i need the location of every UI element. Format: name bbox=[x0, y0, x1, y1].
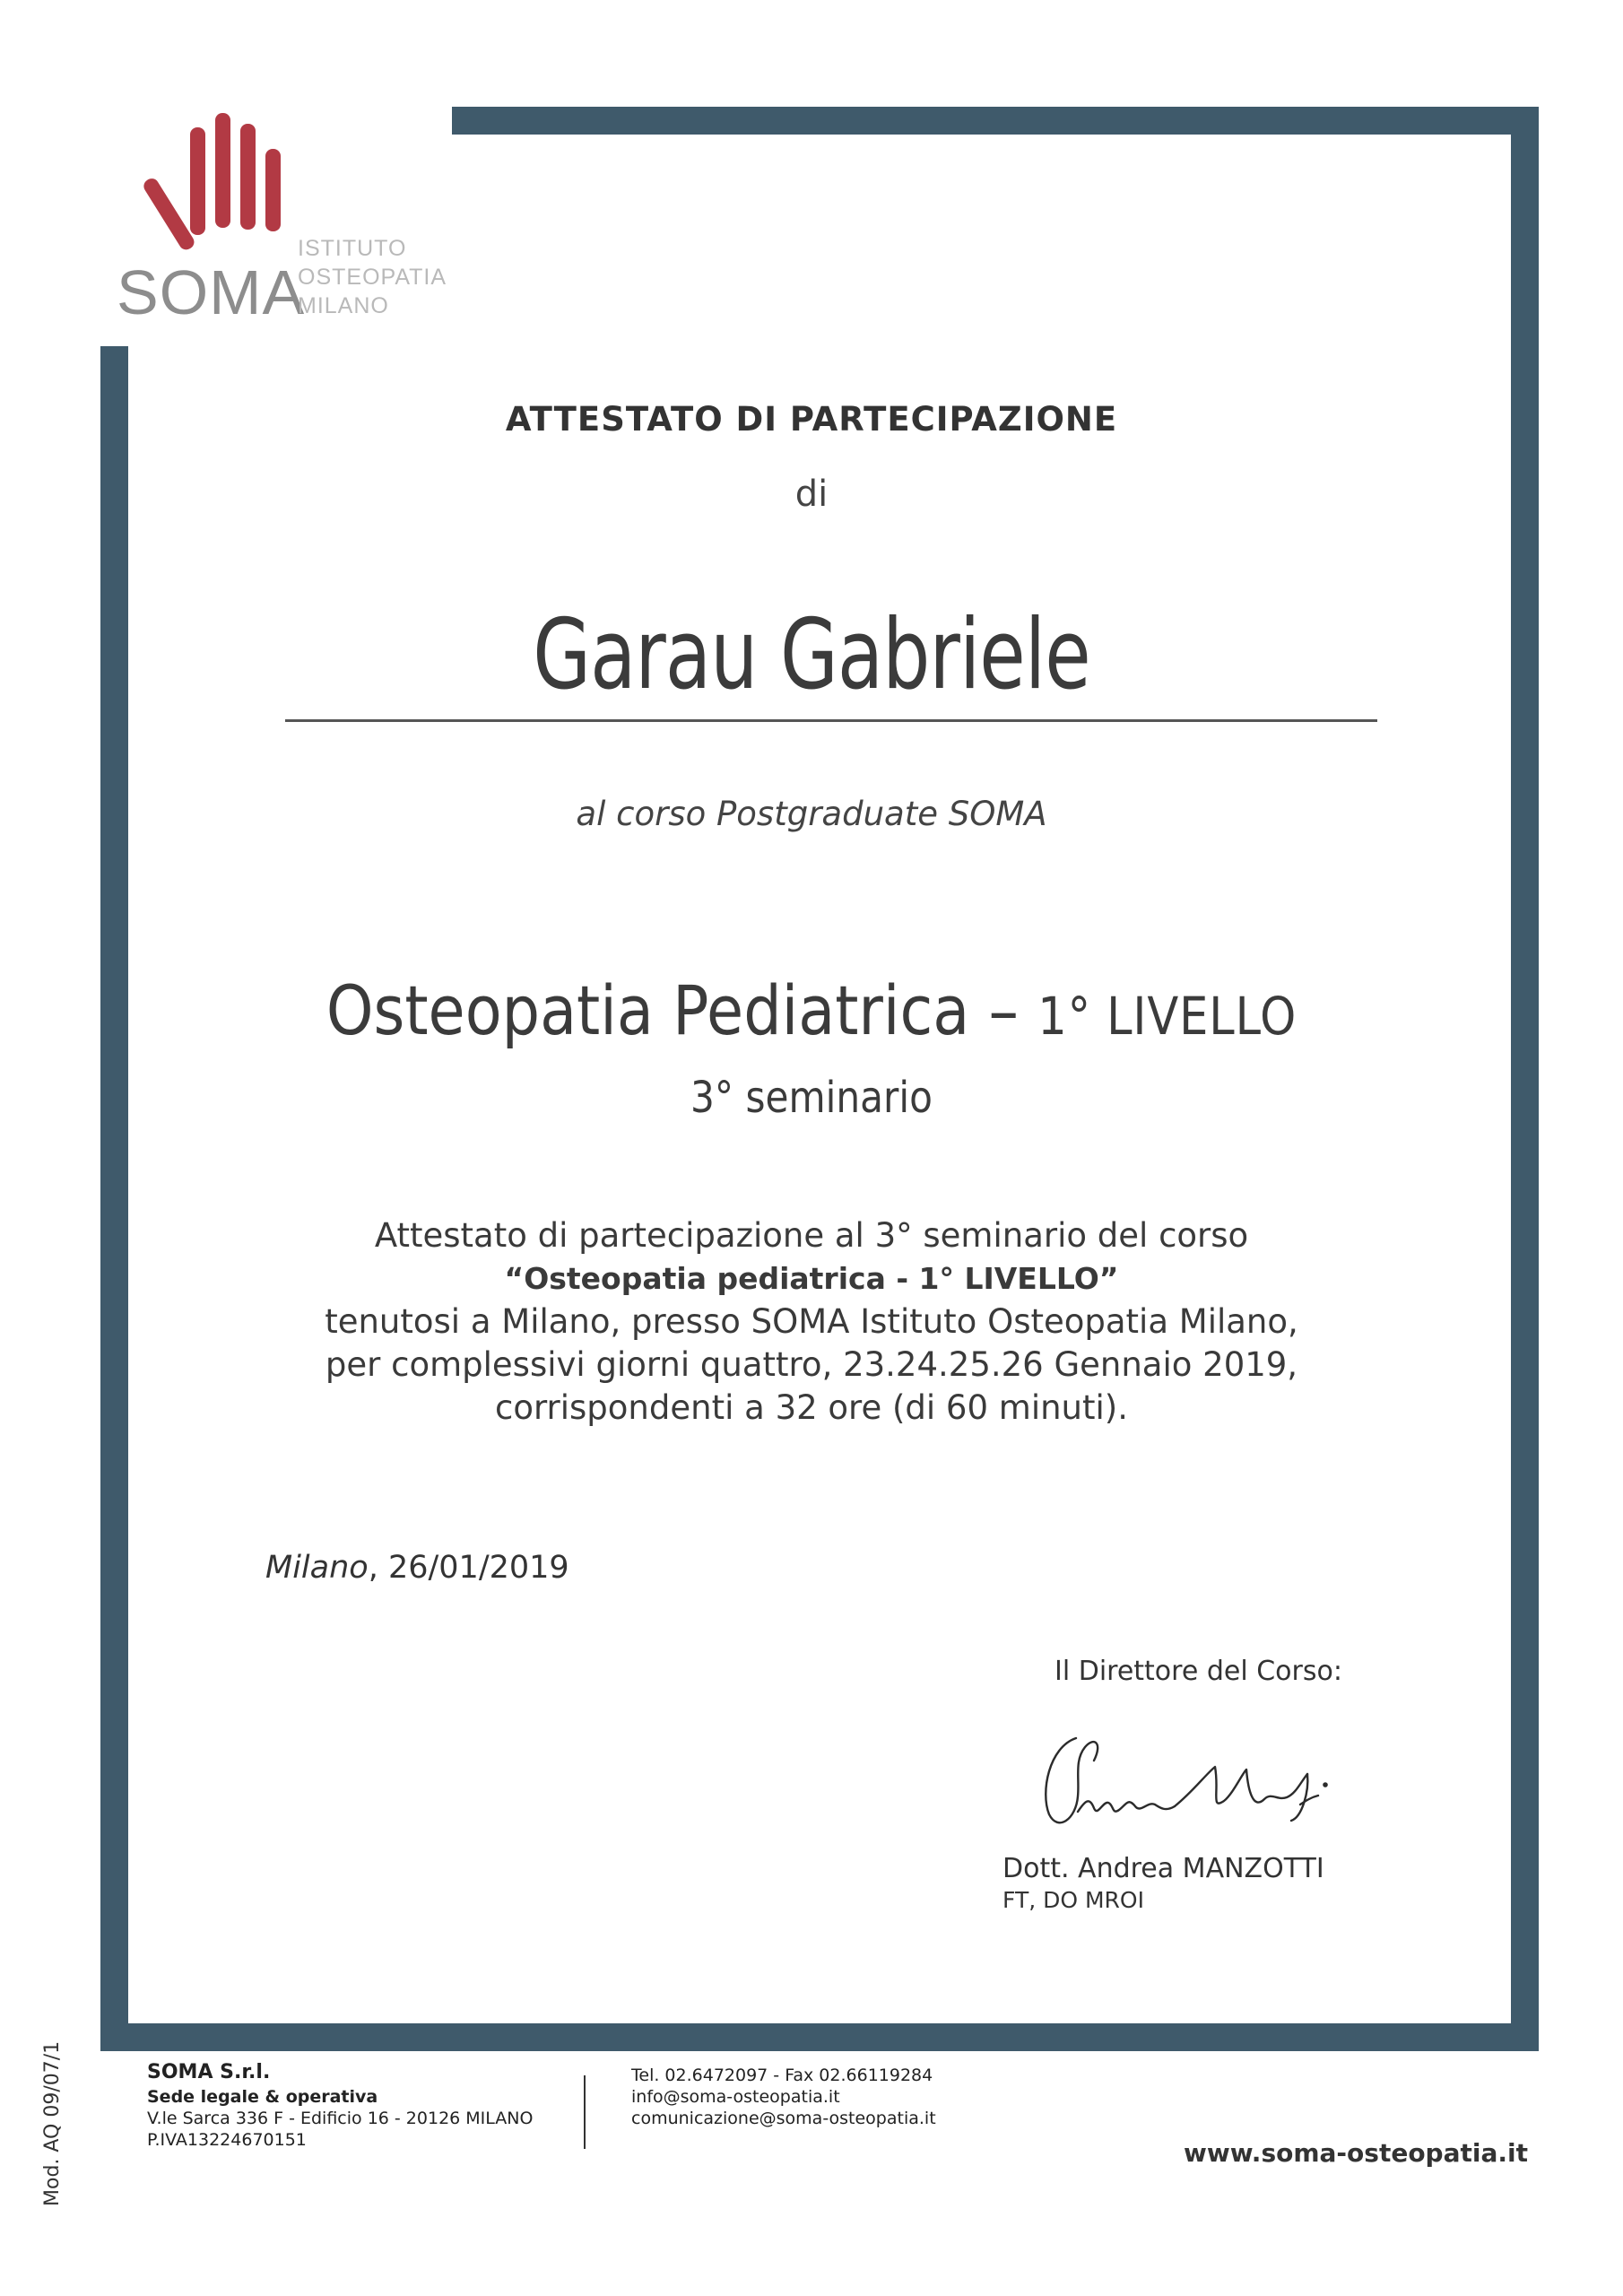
body-line-2: “Osteopatia pediatrica - 1° LIVELLO” bbox=[504, 1261, 1119, 1296]
course-separator: – bbox=[988, 970, 1019, 1050]
logo-line-osteopatia: OSTEOPATIA bbox=[298, 265, 447, 290]
footer-phone: Tel. 02.6472097 - Fax 02.66119284 bbox=[631, 2066, 933, 2085]
footer-vat: P.IVA13224670151 bbox=[147, 2130, 307, 2150]
footer-divider bbox=[584, 2075, 586, 2149]
logo-line-istituto: ISTITUTO bbox=[298, 236, 407, 261]
issue-place: Milano bbox=[265, 1550, 369, 1586]
director-titles: FT, DO MROI bbox=[1002, 1887, 1144, 1913]
footer-contacts bbox=[631, 2065, 936, 2129]
issue-date-value: , 26/01/2019 bbox=[368, 1550, 569, 1586]
director-name: Dott. Andrea MANZOTTI bbox=[1002, 1853, 1324, 1884]
course-intro: al corso Postgraduate SOMA bbox=[576, 795, 1047, 833]
course-heading bbox=[98, 970, 1526, 1050]
frame-bottom-border bbox=[100, 2023, 1539, 2051]
footer-company: SOMA S.r.l. bbox=[147, 2061, 271, 2083]
footer-email-comm[interactable]: comunicazione@soma-osteopatia.it bbox=[631, 2109, 936, 2128]
certificate-body bbox=[0, 1214, 1623, 1430]
footer-website-link[interactable]: www.soma-osteopatia.it bbox=[1184, 2138, 1528, 2168]
recipient-name: Garau Gabriele bbox=[533, 599, 1090, 711]
seminar-number: 3° seminario bbox=[690, 1073, 933, 1123]
handwritten-signature bbox=[1022, 1711, 1336, 1846]
body-line-4: per complessivi giorni quattro, 23.24.25.26 Gennaio 2019, bbox=[325, 1345, 1298, 1384]
frame-top-border bbox=[452, 107, 1539, 135]
course-level: 1° LIVELLO bbox=[1037, 986, 1298, 1047]
logo-line-milano: MILANO bbox=[298, 293, 389, 318]
footer-address-block bbox=[147, 2086, 533, 2151]
issue-date bbox=[265, 1550, 569, 1586]
body-line-3: tenutosi a Milano, presso SOMA Istituto Osteopatia Milano, bbox=[325, 1302, 1298, 1341]
director-label: Il Direttore del Corso: bbox=[1055, 1656, 1342, 1687]
footer-seat-label: Sede legale & operativa bbox=[147, 2087, 378, 2107]
logo-wordmark: SOMA bbox=[117, 257, 306, 327]
certificate-title: ATTESTATO DI PARTECIPAZIONE bbox=[505, 400, 1118, 439]
footer-email-info[interactable]: info@soma-osteopatia.it bbox=[631, 2087, 840, 2107]
footer-address: V.le Sarca 336 F - Edificio 16 - 20126 MILANO bbox=[147, 2109, 534, 2128]
certificate-di: di bbox=[794, 474, 829, 515]
form-code: Mod. AQ 09/07/1 bbox=[41, 2040, 64, 2206]
body-line-5: corrispondenti a 32 ore (di 60 minuti). bbox=[495, 1388, 1128, 1427]
name-underline bbox=[285, 719, 1377, 722]
body-line-1: Attestato di partecipazione al 3° seminario del corso bbox=[374, 1216, 1249, 1255]
course-name: Osteopatia Pediatrica bbox=[325, 970, 970, 1050]
